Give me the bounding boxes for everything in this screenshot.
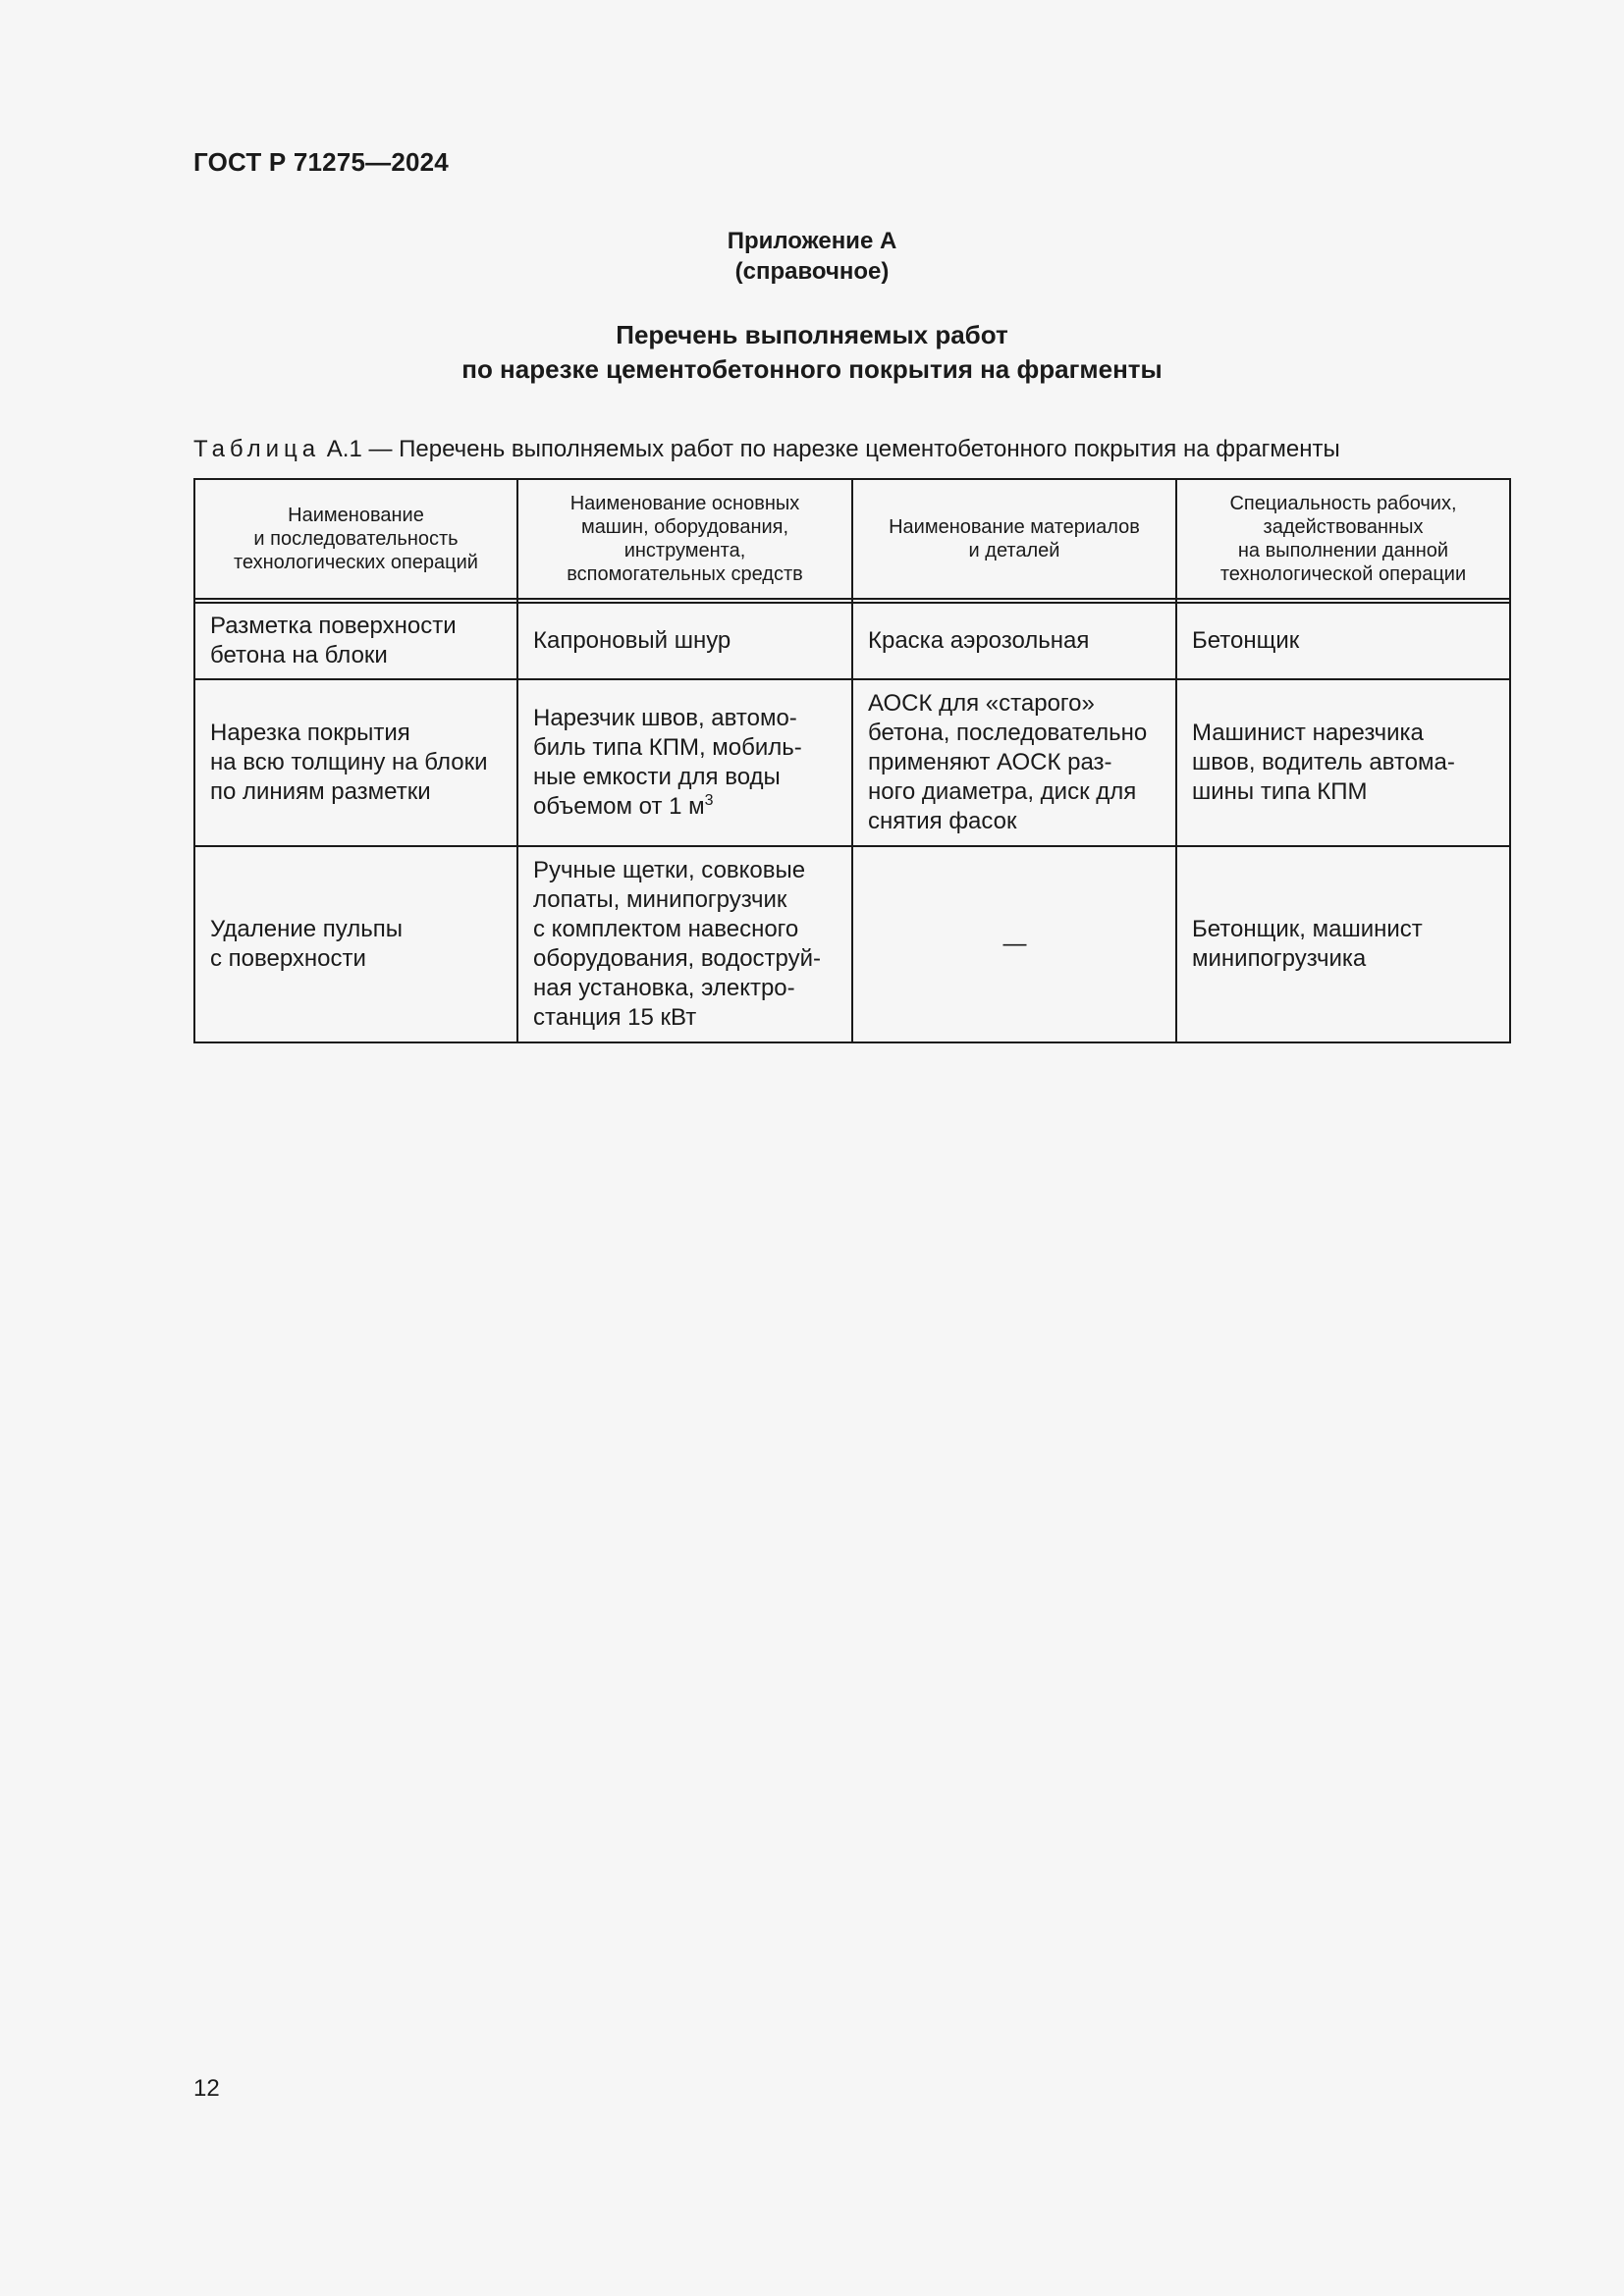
header-line: машин, оборудования, [580,516,789,538]
header-line: вспомогательных средств [567,563,803,585]
header-cell-operations [194,479,517,599]
header-cell-materials [852,479,1176,599]
cell-line: с комплектом навесного [533,916,799,942]
table-cell [194,603,517,679]
table-cell [852,679,1176,846]
header-line: на выполнении данной [1237,540,1449,561]
cell-line: Нарезчик швов, автомо- [533,705,797,731]
cell-line: ного диаметра, диск для [868,778,1137,805]
cell-line [533,792,838,822]
header-cell-machines [517,479,852,599]
table-cell [517,603,852,679]
cell-line: на всю толщину на блоки [210,749,488,775]
header-cell-workers [1176,479,1510,599]
table-header-row [194,479,1510,599]
cell-line: Капроновый шнур [533,627,731,654]
appendix-title: Приложение А [727,228,897,254]
section-title-line-1: Перечень выполняемых работ [616,320,1008,349]
page-number: 12 [193,2075,220,2102]
header-line: Наименование основных [569,493,800,514]
header-line: инструмента, [623,540,746,561]
cell-line: минипогрузчика [1192,945,1367,972]
cell-line: Нарезка покрытия [210,720,410,746]
cell-line: лопаты, минипогрузчик [533,886,787,913]
header-line: задействованных [1263,516,1424,538]
header-line: технологической операции [1219,563,1467,585]
cell-line: ная установка, электро- [533,975,795,1001]
cell-line: швов, водитель автома- [1192,749,1455,775]
appendix-heading [0,226,1624,287]
appendix-subtitle: (справочное) [734,258,890,285]
table-cell [517,846,852,1042]
cell-line: станция 15 кВт [533,1004,697,1031]
table-cell [194,679,517,846]
works-table [193,478,1511,1043]
table-caption-label: Таблица [193,436,321,462]
header-line: Наименование материалов [889,516,1140,538]
table-row [194,679,1510,846]
cell-line: бетона, последовательно [868,720,1148,746]
cell-line: Краска аэрозольная [868,627,1090,654]
table-cell [194,846,517,1042]
cell-line: Бетонщик [1192,627,1300,654]
document-number: ГОСТ Р 71275—2024 [193,147,449,177]
cell-line: Разметка поверхности [210,613,457,639]
table-cell [852,603,1176,679]
cell-line: по линиям разметки [210,778,431,805]
cell-line: оборудования, водоструй- [533,945,822,972]
table-caption [193,436,1340,463]
header-line: и последовательность [253,528,459,550]
cell-line: Бетонщик, машинист [1192,916,1423,942]
table-cell [1176,846,1510,1042]
cell-line: Удаление пульпы [210,916,403,942]
table-cell [1176,603,1510,679]
table-caption-number: А.1 [326,436,362,462]
header-line: технологических операций [234,552,478,573]
table-row [194,846,1510,1042]
table-cell-empty-dash [852,846,1176,1042]
cell-line: с поверхности [210,945,366,972]
table-cell [517,679,852,846]
superscript-exponent: 3 [704,792,714,809]
header-line: Специальность рабочих, [1229,493,1457,514]
table-cell [1176,679,1510,846]
section-title [0,318,1624,387]
cell-line: бетона на блоки [210,642,388,668]
cell-line: применяют АОСК раз- [868,749,1112,775]
cell-line-text: объемом от 1 м [533,793,705,820]
header-line: Наименование [288,505,424,526]
cell-line: снятия фасок [868,808,1017,834]
cell-line: Машинист нарезчика [1192,720,1424,746]
cell-line: ные емкости для воды [533,764,781,790]
cell-line: Ручные щетки, совковые [533,857,806,883]
cell-line: — [1002,931,1027,957]
table-row [194,603,1510,679]
section-title-line-2: по нарезке цементобетонного покрытия на фрагменты [461,354,1163,384]
table-caption-text: — Перечень выполняемых работ по нарезке цементобетонного покрытия на фрагменты [368,436,1340,462]
cell-line: биль типа КПМ, мобиль- [533,734,802,761]
header-line: и деталей [968,540,1060,561]
cell-line: шины типа КПМ [1192,778,1368,805]
cell-line: АОСК для «старого» [868,690,1095,717]
